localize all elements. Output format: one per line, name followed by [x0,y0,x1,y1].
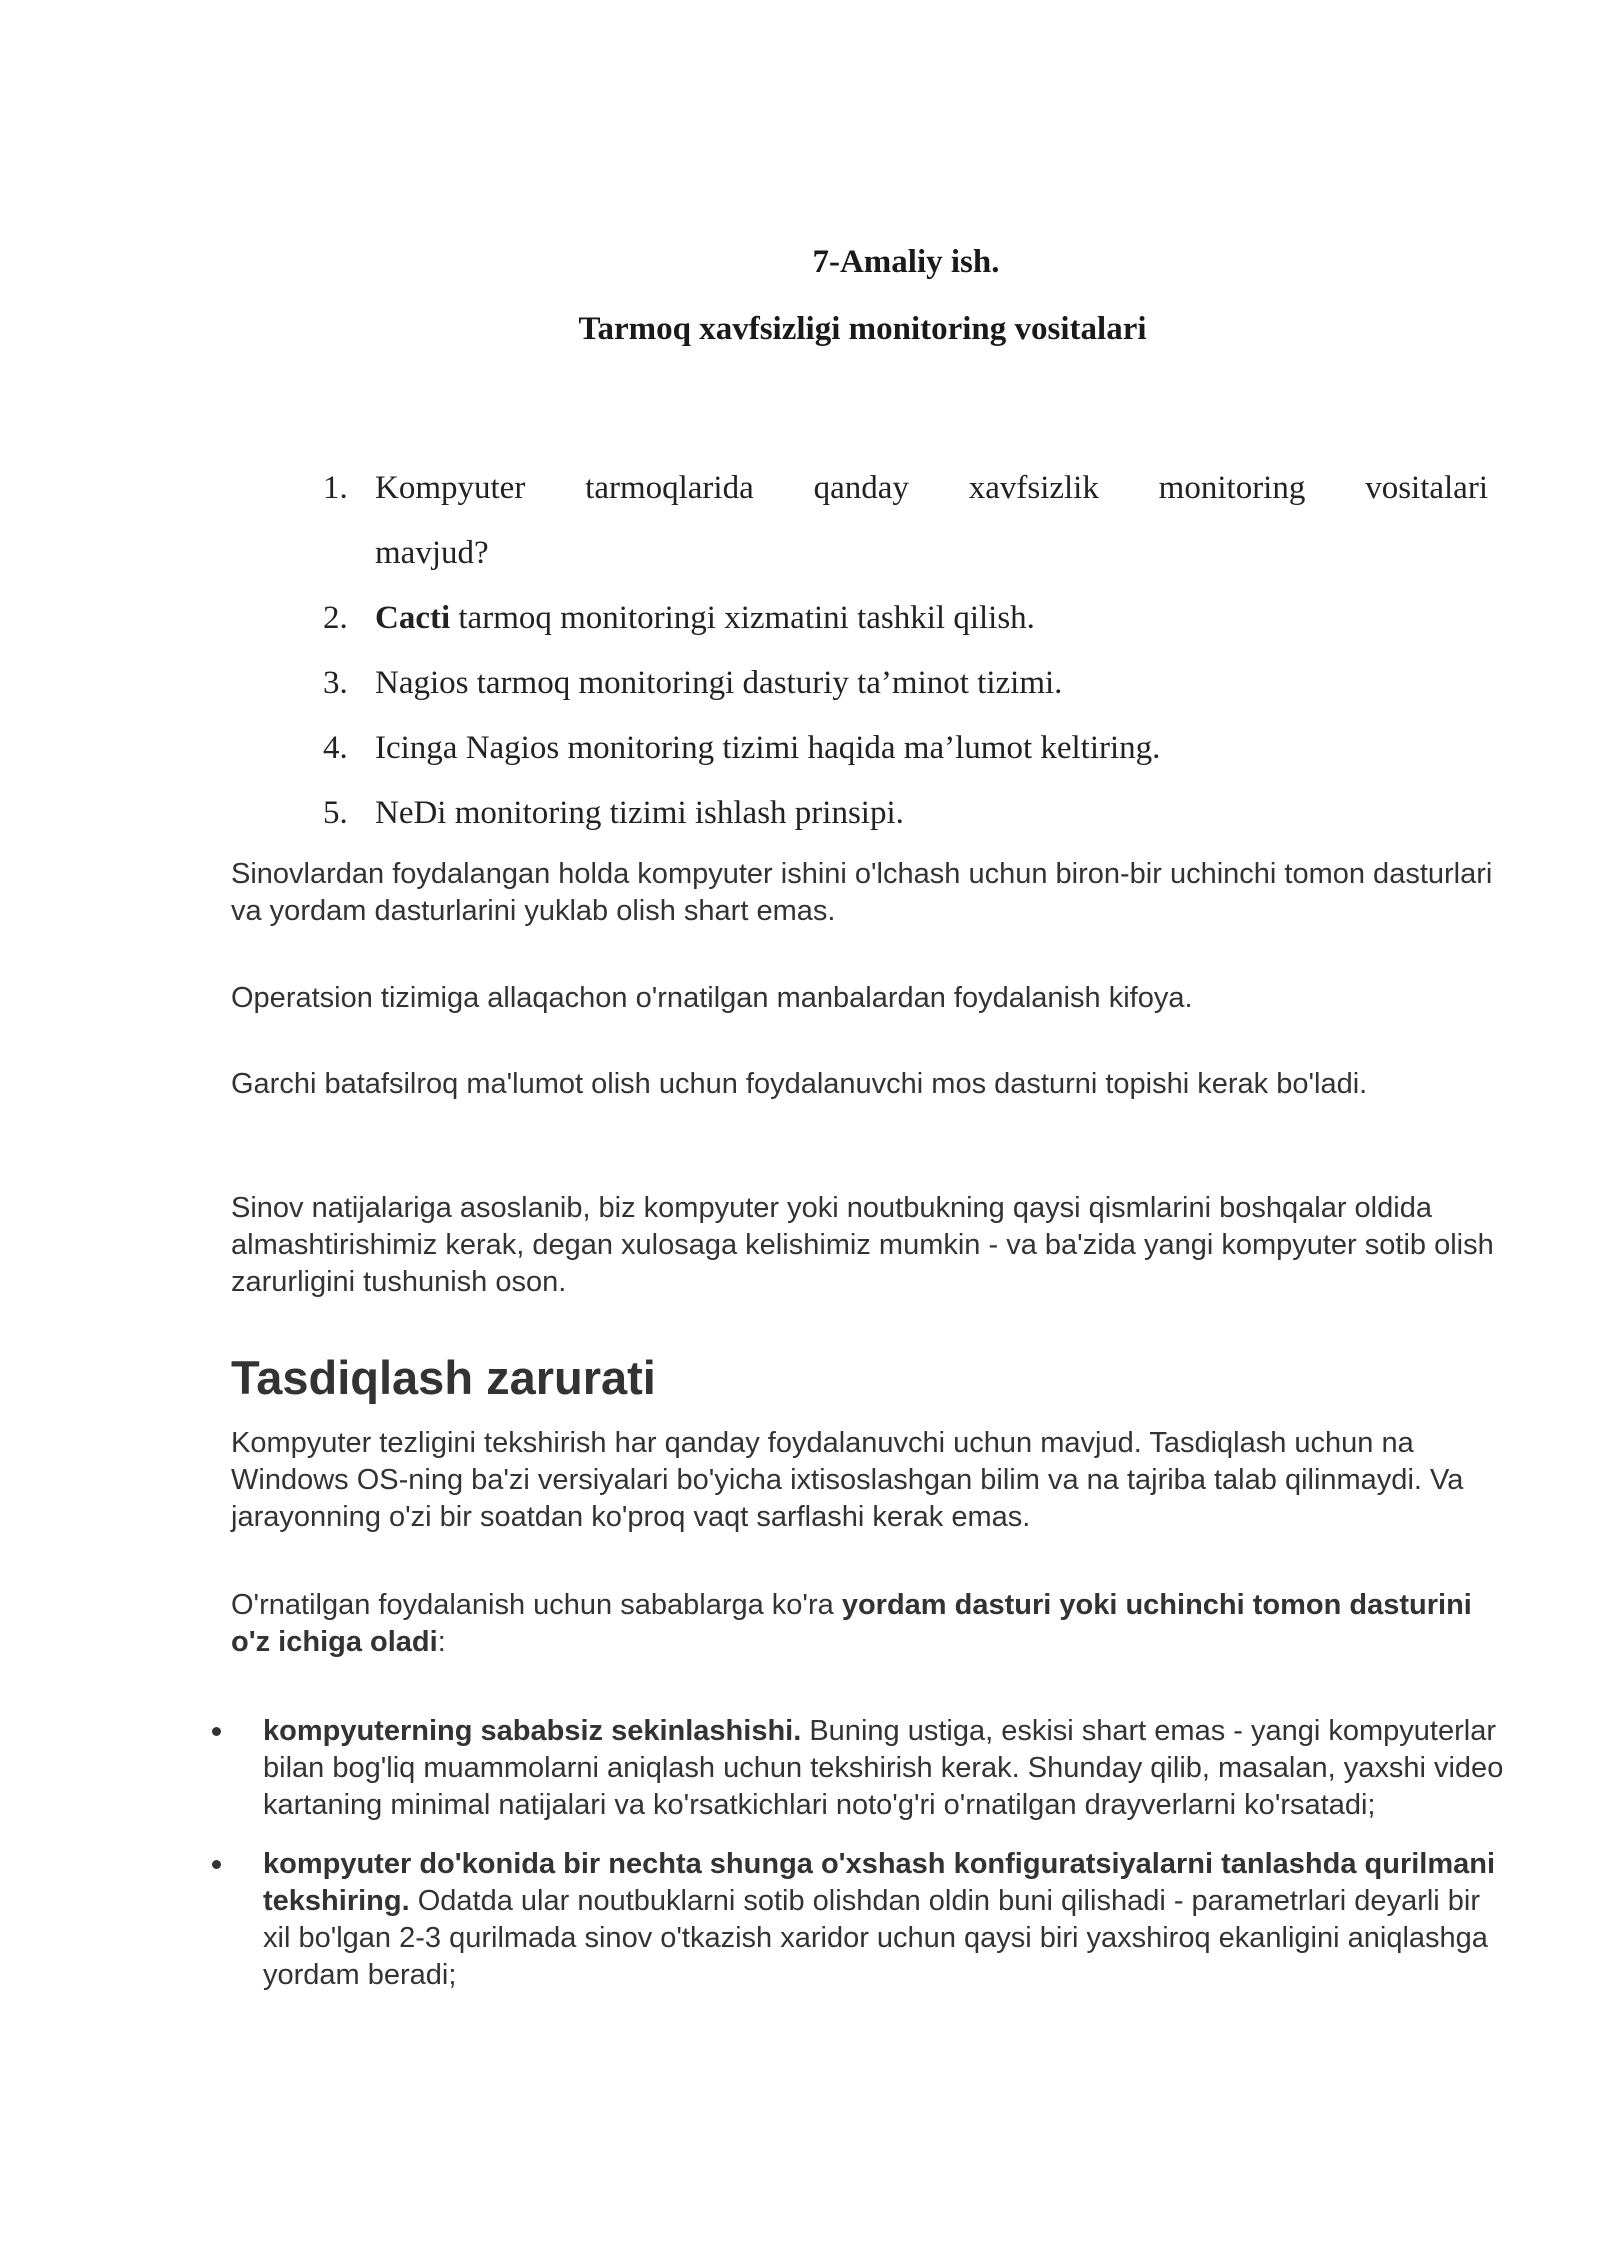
bullet-bold-text: kompyuterning sababsiz sekinlashishi. [263,1715,802,1747]
paragraph-1: Sinovlardan foydalangan holda kompyuter ishini o'lchash uchun biron-bir uchinchi tomon dasturlari va yordam dasturlarini yuklab olish shart emas. [231,858,1493,927]
question-number: 5. [323,795,348,831]
paragraph-4: Sinov natijalariga asoslanib, biz kompyuter yoki noutbukning qaysi qismlarini boshqalar oldida almashtirishimiz kerak, degan xulosaga kelishimiz mumkin - va ba'zida yangi kompyuter sotib olish zarurligini tushunish oson. [231,1192,1494,1298]
bullet-text: Odatda ular noutbuklarni sotib olishdan oldin buni qilishadi - parametrlari deyarli bir xil bo'lgan 2-3 qurilmada sinov o'tkazish xaridor uchun qaysi biri yaxshiroq ekanligini aniqlashga yordam beradi; [263,1885,1488,1991]
bullet-item-1 [208,1713,1508,1824]
question-text: tarmoq monitoringi xizmatini tashkil qilish. [450,600,1035,636]
question-text-line1: Kompyuter tarmoqlarida qanday xavfsizlik monitoring vositalari [375,470,1488,506]
bullet-list [208,1713,1508,2016]
bullet-icon [212,1727,221,1736]
question-text: NeDi monitoring tizimi ishlash prinsipi. [375,795,904,831]
paragraph-3: Garchi batafsilroq ma'lumot olish uchun foydalanuvchi mos dasturni topishi kerak bo'ladi. [231,1068,1368,1100]
question-number: 1. [323,470,348,506]
question-number: 2. [323,600,348,636]
page-title: 7-Amaliy ish. [812,244,1000,280]
paragraph-6-text: O'rnatilgan foydalanish uchun sabablarga ko'ra [231,1589,842,1621]
paragraph-6-end: : [437,1626,446,1658]
question-bold-term: Cacti [375,600,451,636]
question-text: Nagios tarmoq monitoringi dasturiy ta’minot tizimi. [375,665,1063,701]
paragraph-5: Kompyuter tezligini tekshirish har qanday foydalanuvchi uchun mavjud. Tasdiqlash uchun na Windows OS-ning ba'zi versiyalari bo'yicha ixtisoslashgan bilim va na tajriba talab qilinmaydi. Va jarayonning o'zi bir soatdan ko'proq vaqt sarflashi kerak emas. [231,1427,1464,1533]
bullet-bold-text: kompyuter do'konida bir nechta shunga o'xshash konfiguratsiyalarni tanlashda qurilmani tekshiring. [263,1848,1496,1917]
bullet-item-2 [208,1846,1508,1994]
paragraph-6-bold: yordam dasturi yoki uchinchi tomon dasturini o'z ichiga oladi [231,1589,1472,1658]
question-item-5 [323,781,1488,846]
question-item-2 [323,586,1488,651]
paragraph-6 [231,1587,1501,1661]
question-text-line2: mavjud? [375,535,489,571]
question-item-1 [323,456,1488,586]
question-item-4 [323,716,1488,781]
page-subtitle: Tarmoq xavfsizligi monitoring vositalari [578,311,1147,347]
bullet-icon [212,1860,221,1869]
paragraph-2: Operatsion tizimiga allaqachon o'rnatilgan manbalardan foydalanish kifoya. [231,982,1193,1014]
question-text: Icinga Nagios monitoring tizimi haqida ma’lumot keltiring. [375,730,1161,766]
question-item-3 [323,651,1488,716]
question-list [323,456,1488,846]
question-number: 4. [323,730,348,766]
bullet-text: Buning ustiga, eskisi shart emas - yangi kompyuterlar bilan bog'liq muammolarni aniqlash uchun tekshirish kerak. Shunday qilib, masalan, yaxshi video kartaning minimal natijalari va ko'rsatkichlari noto'g'ri o'rnatilgan drayverlarni ko'rsatadi; [263,1715,1504,1821]
section-heading: Tasdiqlash zarurati [231,1351,656,1404]
question-number: 3. [323,665,348,701]
